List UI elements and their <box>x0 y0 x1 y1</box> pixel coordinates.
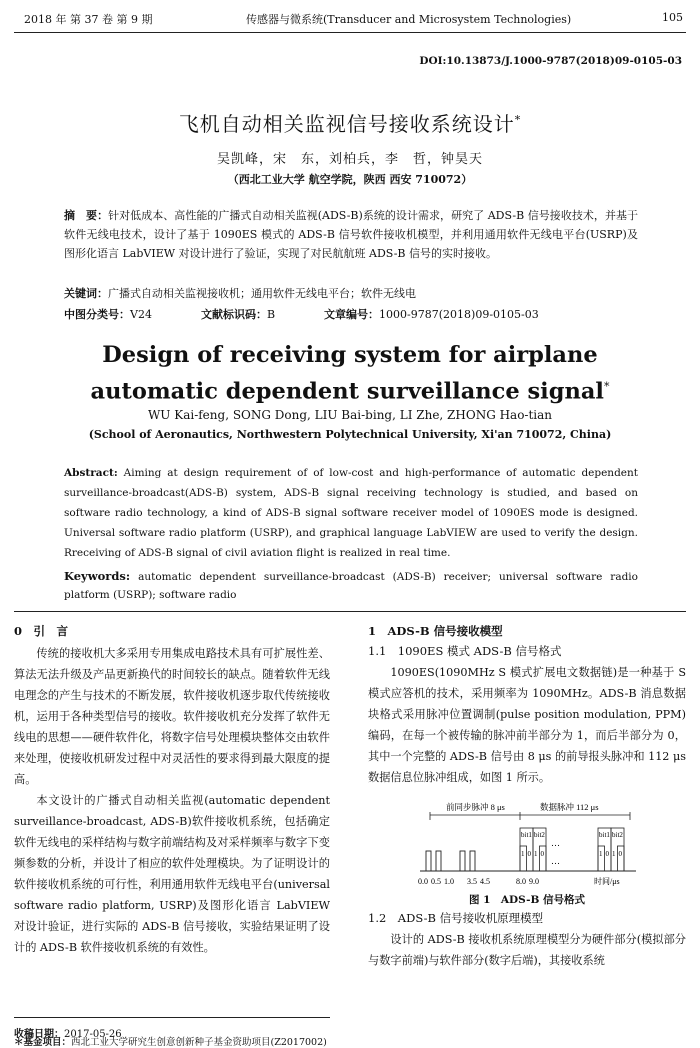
title-cn-text: 飞机自动相关监视信号接收系统设计 <box>178 112 515 136</box>
cell-value: 0 <box>527 850 531 858</box>
tick-label: 4.5 <box>480 877 490 886</box>
article-no-label: 文章编号： <box>324 308 380 321</box>
title-en-text: Design of receiving system for airplane automatic dependent surveillance signal <box>90 342 604 405</box>
preamble-pulse <box>460 851 465 871</box>
tick-label: 8.0 <box>516 877 526 886</box>
received-value: 2017-05-26 <box>64 1029 122 1040</box>
keywords-en <box>64 567 638 604</box>
keywords-cn-label: 关键词： <box>64 287 108 300</box>
cell-value: 0 <box>540 850 544 858</box>
bit2-label: bit2 <box>612 831 623 839</box>
keywords-en-label: Keywords: <box>64 569 131 583</box>
article-no-value: 1000-9787(2018)09-0105-03 <box>379 308 539 321</box>
figure-1-diagram <box>408 800 648 892</box>
page-number: 105 <box>662 11 683 24</box>
header-rule <box>14 32 686 33</box>
data-label: 数据脉冲 112 μs <box>540 802 599 812</box>
keywords-en-text: automatic dependent surveillance-broadcast (ADS-B) receiver; universal software radio platform (USRP); software radio <box>64 571 638 601</box>
doc-code-value: B <box>266 308 276 321</box>
classification-cn <box>64 306 539 322</box>
preamble-pulse <box>470 851 475 871</box>
cell-value: 1 <box>599 850 603 858</box>
bit1-label: bit1 <box>521 831 532 839</box>
cell-value: 1 <box>521 850 525 858</box>
tick-label: 9.0 <box>529 877 539 886</box>
title-cn <box>0 108 700 137</box>
abstract-en-text: Aiming at design requirement of of low-cost and high-performance of automatic dependent surveillance-broadcast(ADS-B) system, ADS-B signal receiving technology is studied, and based on software radio technology, a kind of ADS-B signal software receiver model of 1090ES mode is designed. Universal software radio platform (USRP), and graphical language LabVIEW are used to verify the design. Rreceiving of ADS-B signal of civil aviation flight is realized in real time. <box>64 467 638 559</box>
journal-name: 传感器与微系统(Transducer and Microsystem Technologies) <box>246 13 572 26</box>
tick-label: 1.0 <box>444 877 454 886</box>
clc-label: 中图分类号： <box>64 308 130 321</box>
subsection-1-1-heading: 1.1 1090ES 模式 ADS-B 信号格式 <box>368 644 562 658</box>
title-en-mark: * <box>603 380 610 393</box>
keywords-cn-text: 广播式自动相关监视接收机；通用软件无线电平台；软件无线电 <box>108 287 416 300</box>
preamble-pulse <box>436 851 441 871</box>
subsection-1-1-text: 1090ES(1090MHz S 模式扩展电文数据链)是一种基于 S 模式应答机的技术，采用频率为 1090MHz。ADS-B 消息数据块格式采用脉冲位置调制(pulse position modulation, PPM)编码，在每一个被传输的脉冲前半部分为 1，而后半部分为 0，其中一个完整的 ADS-B 信号由 8 μs 的前导报头脉冲和 112 μs 数据信息位脉冲组成，如图 1 所示。 <box>368 666 686 784</box>
subsection-1-2-text: 设计的 ADS-B 接收机系统原理模型分为硬件部分(模拟部分与数字前端)与软件部分(数字后端)，其接收系统 <box>368 933 686 967</box>
doi: DOI:10.13873/J.1000-9787(2018)09-0105-03 <box>419 55 682 67</box>
section-0 <box>14 623 330 958</box>
authors-cn: 吴凯峰，宋 东，刘柏兵，李 哲，钟昊天 <box>216 152 483 167</box>
subsection-1-2 <box>368 910 686 971</box>
received-label: 收稿日期： <box>14 1029 64 1040</box>
axis-label: 时间/μs <box>594 877 620 886</box>
abstract-en-label: Abstract: <box>64 467 118 479</box>
section-0-heading: 0 引 言 <box>14 624 69 638</box>
section-1 <box>368 623 686 788</box>
cell-value: 1 <box>534 850 538 858</box>
section-0-paragraph: 本文设计的广播式自动相关监视(automatic dependent surveillance-broadcast, ADS-B)软件接收机系统，包括确定软件无线电的采样结构与数字前端结构及对采样频率与数字下变频参数的分析，并设计了相应的软件处理模块。为了证明设计的软件接收机系统的可行性，利用通用软件无线电平台(universal software radio platform, USRP)及图形化语言 LabVIEW 对设计验证，进行实际的 ADS-B 信号接收，实验结果证明了设计的 ADS-B 软件接收机系统的有效性。 <box>14 794 330 954</box>
section-1-heading: 1 ADS-B 信号接收模型 <box>368 624 503 638</box>
preamble-pulse <box>426 851 431 871</box>
ellipsis: … <box>551 856 560 866</box>
bit2-label: bit2 <box>534 831 545 839</box>
body-rule <box>14 611 686 612</box>
cell-value: 1 <box>612 850 616 858</box>
title-cn-mark: * <box>514 113 522 127</box>
abstract-cn-text: 针对低成本、高性能的广播式自动相关监视(ADS-B)系统的设计需求，研究了 ADS-B 信号接收技术，并基于软件无线电技术，设计了基于 1090ES 模式的 ADS-B 信号软件接收机模型，并利用通用软件无线电平台(USRP)及图形化语言 LabVIEW 对设计进行了验证，实现了对民航航班 ADS-B 信号的实时接收。 <box>64 209 639 260</box>
tick-label: 3.5 <box>467 877 477 886</box>
abstract-cn <box>64 206 638 263</box>
fund-value: 西北工业大学研究生创意创新种子基金资助项目(Z2017002) <box>71 1037 327 1048</box>
title-en <box>0 340 700 408</box>
tick-label: 0.5 <box>431 877 441 886</box>
doc-code-label: 文献标识码： <box>200 308 267 321</box>
keywords-cn <box>64 285 416 301</box>
affiliation-cn: （西北工业大学 航空学院，陕西 西安 710072） <box>227 173 473 186</box>
fund-label: ＊基金项目： <box>14 1037 72 1048</box>
cell-value: 0 <box>618 850 622 858</box>
clc-value: V24 <box>130 308 152 321</box>
cell-value: 0 <box>605 850 609 858</box>
tick-label: 0.0 <box>418 877 428 886</box>
affiliation-en: (School of Aeronautics, Northwestern Polytechnical University, Xi'an 710072, China) <box>88 428 612 441</box>
abstract-cn-label: 摘 要： <box>64 209 109 222</box>
authors-en: WU Kai-feng, SONG Dong, LIU Bai-bing, LI Zhe, ZHONG Hao-tian <box>147 408 553 422</box>
preamble-label: 前同步脉冲 8 μs <box>446 802 505 812</box>
section-0-paragraph: 传统的接收机大多采用专用集成电路技术具有可扩展性差、算法无法升级及产品更新换代的时间较长的缺点。随着软件无线电理念的产生与技术的不断发展，软件接收机逐步取代传统接收机，运用于各种类型信号的接收。软件接收机充分发挥了软件无线电的思想——硬件软件化，将数字信号处理模块整体交由软件来处理，使接收机研发过程中对灵活性的要求得到最大限度的提高。 <box>14 647 330 786</box>
abstract-en <box>64 463 638 563</box>
subsection-1-2-heading: 1.2 ADS-B 信号接收机原理模型 <box>368 911 544 925</box>
footnote-rule <box>14 1017 330 1018</box>
journal-issue: 2018 年 第 37 卷 第 9 期 <box>24 13 153 26</box>
figure-1-caption: 图 1 ADS-B 信号格式 <box>468 894 586 906</box>
bit1-label: bit1 <box>599 831 610 839</box>
ellipsis: … <box>551 838 560 848</box>
